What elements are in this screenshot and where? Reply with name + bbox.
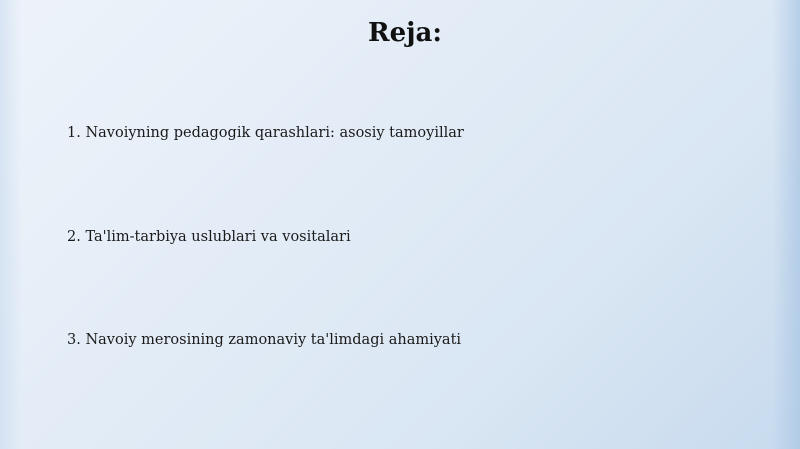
plan-item-1: 1. Navoiyning pedagogik qarashlari: asosiy tamoyillar (67, 125, 464, 141)
slide-title: Reja: (367, 18, 442, 48)
slide-right-edge (772, 0, 800, 449)
plan-item-3: 3. Navoiy merosining zamonaviy ta'limdagi ahamiyati (67, 332, 462, 348)
slide-left-edge (0, 0, 22, 449)
plan-item-2: 2. Ta'lim-tarbiya uslublari va vositalari (67, 229, 351, 245)
